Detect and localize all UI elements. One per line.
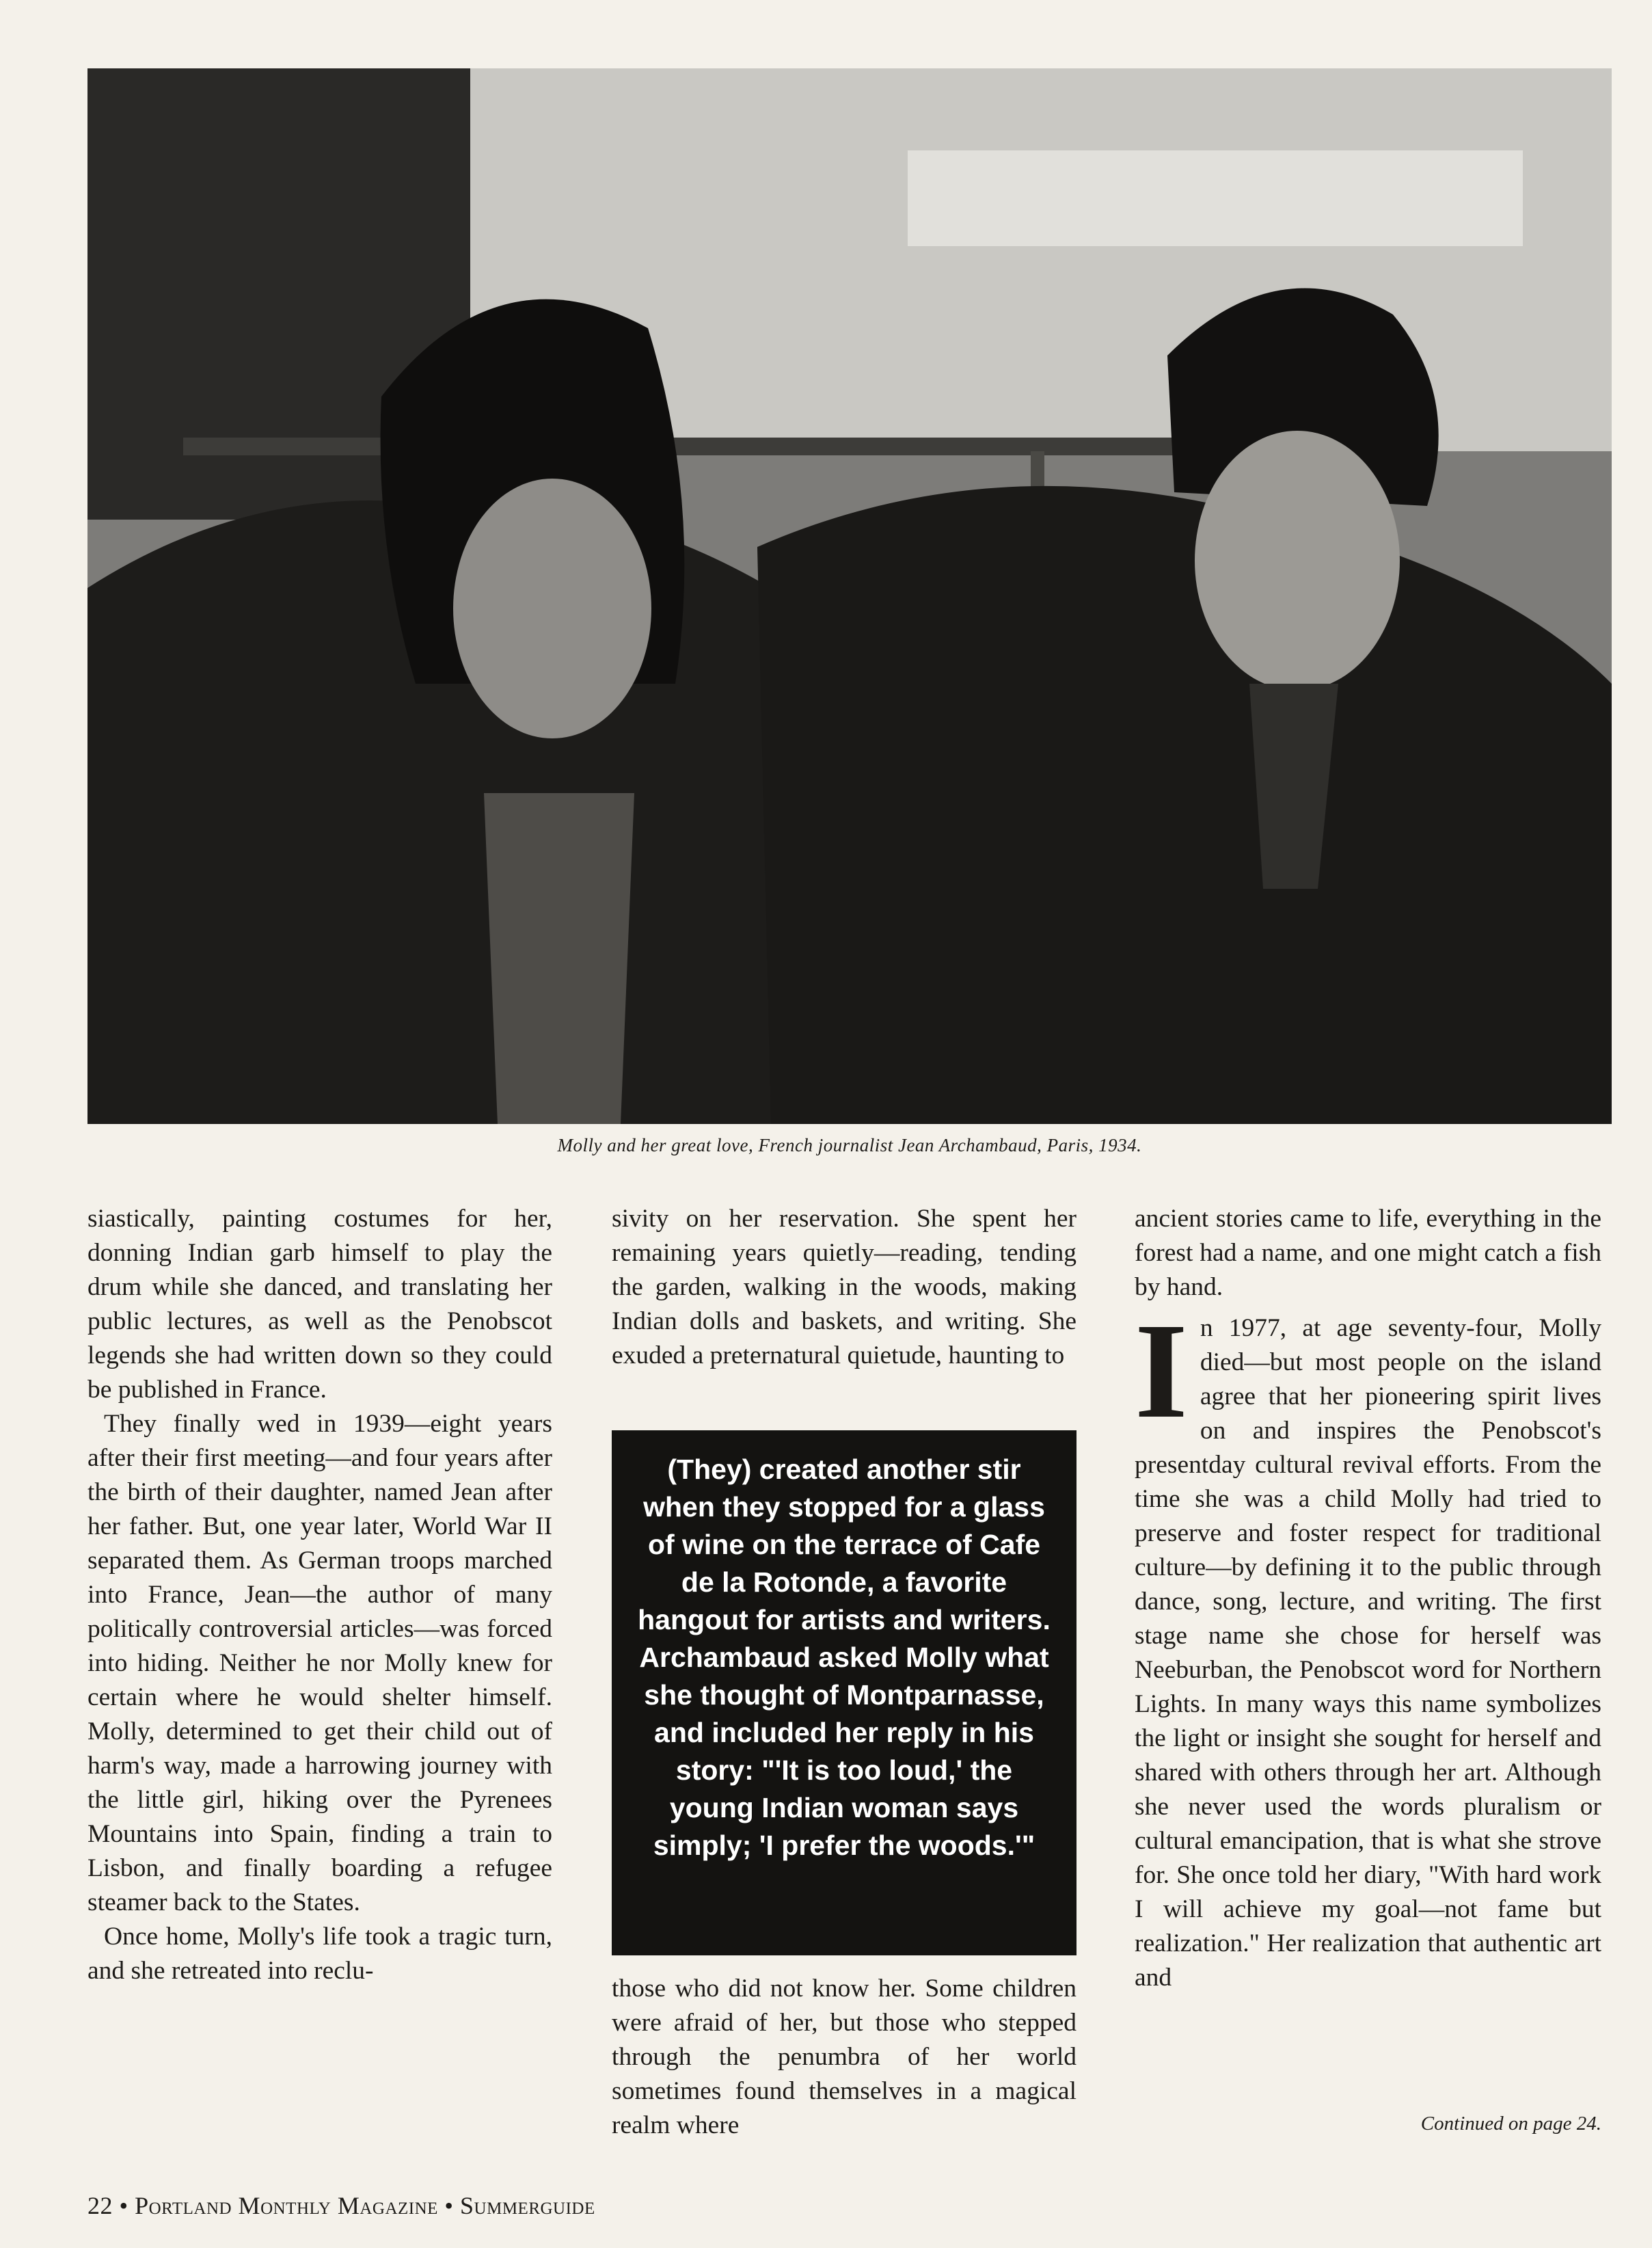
page-footer: 22 • Portland Monthly Magazine • Summerguide	[87, 2192, 595, 2219]
paragraph-with-dropcap	[1135, 1296, 1601, 1995]
article-column-2-continued	[612, 1972, 1076, 2143]
paragraph: sivity on her reservation. She spent her remaining years quietly—reading, tending the garden, walking in the woods, making Indian dolls and baskets, and writing. She exuded a preternatural quietude, haunting to	[612, 1205, 1076, 1369]
article-column-3	[1135, 1202, 1601, 1995]
paragraph: They finally wed in 1939—eight years after their first meeting—and four years after the birth of their daughter, named Jean after her father. But, one year later, World War II separated them. As German troops marched into France, Jean—the author of many politically controversial articles—was forced into hiding. Neither he nor Molly knew for certain where he would shelter himself. Molly, determined to get their child out of harm's way, made a harrowing journey with the little girl, hiking over the Pyrenees Mountains into Spain, finding a train to Lisbon, and finally boarding a refugee steamer back to the States.	[87, 1410, 552, 1916]
article-photo	[87, 68, 1612, 1124]
paragraph: ancient stories came to life, everything in the forest had a name, and one might catch a fish by hand.	[1135, 1205, 1601, 1301]
paragraph-body: n 1977, at age seventy-four, Molly died—but most people on the island agree that her pioneering spirit lives on and inspires the Penobscot's presentday cultural revival efforts. From the time she was a child Molly had tried to preserve and foster respect for traditional culture—by defining it to the public through dance, song, lecture, and writing. The first stage name she chose for herself was Neeburban, the Penobscot word for Northern Lights. In many ways this name symbolizes the light or insight she sought for herself and shared with others through her art. Although she never used the words pluralism or cultural emancipation, that is what she strove for. She once told her diary, "With hard work I will achieve my goal—not fame but realization." Her realization that authentic art and	[1135, 1314, 1601, 1992]
photograph-couple-icon	[87, 68, 1612, 1124]
paragraph: siastically, painting costumes for her, donning Indian garb himself to play the drum while she danced, and translating her public lectures, as well as the Penobscot legends she had written down so they could be published in France.	[87, 1205, 552, 1404]
pull-quote: (They) created another stir when they stopped for a glass of wine on the terrace of Cafe de la Rotonde, a favorite hangout for artists and writers. Archambaud asked Molly what she thought of Montparnasse, and included her reply in his story: "'It is too loud,' the young Indian woman says simply; 'I prefer the woods.'"	[612, 1430, 1076, 1955]
article-column-2	[612, 1202, 1076, 1373]
continued-note: Continued on page 24.	[1420, 2113, 1601, 2135]
drop-cap: I	[1135, 1296, 1188, 1447]
paragraph: Once home, Molly's life took a tragic turn, and she retreated into reclu-	[87, 1923, 552, 1985]
paragraph: those who did not know her. Some children were afraid of her, but those who stepped through the penumbra of her world sometimes found themselves in a magical realm where	[612, 1975, 1076, 2139]
photo-caption: Molly and her great love, French journalist Jean Archambaud, Paris, 1934.	[557, 1135, 1142, 1155]
article-column-1	[87, 1202, 552, 1988]
